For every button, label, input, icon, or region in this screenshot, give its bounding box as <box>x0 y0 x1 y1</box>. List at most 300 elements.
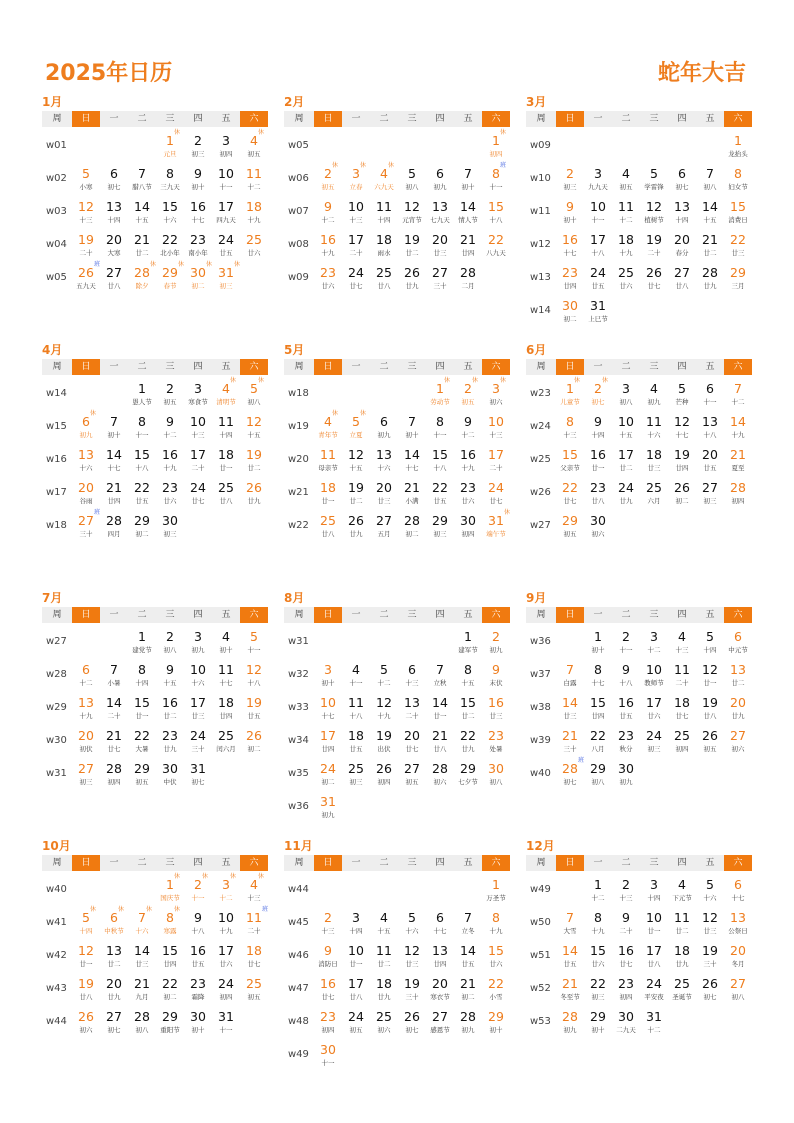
day-cell[interactable] <box>454 629 482 661</box>
day-cell[interactable] <box>212 414 240 446</box>
day-cell[interactable] <box>72 943 100 975</box>
day-cell[interactable] <box>556 377 584 413</box>
day-cell[interactable] <box>128 232 156 264</box>
day-cell[interactable] <box>314 513 342 545</box>
day-cell[interactable] <box>100 232 128 264</box>
day-cell[interactable] <box>184 873 212 909</box>
day-cell[interactable] <box>342 410 370 446</box>
day-cell[interactable] <box>342 695 370 727</box>
day-cell[interactable] <box>426 199 454 231</box>
day-cell[interactable] <box>212 728 240 760</box>
day-cell[interactable] <box>426 662 454 694</box>
day-cell[interactable] <box>398 695 426 727</box>
day-cell[interactable] <box>640 414 668 446</box>
day-cell[interactable] <box>612 910 640 942</box>
day-cell[interactable] <box>100 414 128 446</box>
day-cell[interactable] <box>314 480 342 512</box>
day-cell[interactable] <box>184 447 212 479</box>
day-cell[interactable] <box>100 695 128 727</box>
day-cell[interactable] <box>156 166 184 198</box>
day-cell[interactable] <box>212 943 240 975</box>
day-cell[interactable] <box>342 976 370 1008</box>
day-cell[interactable] <box>184 480 212 512</box>
day-cell[interactable] <box>668 976 696 1008</box>
day-cell[interactable] <box>184 381 212 413</box>
day-cell[interactable] <box>454 728 482 760</box>
day-cell[interactable] <box>156 232 184 264</box>
day-cell[interactable] <box>240 377 268 413</box>
day-cell[interactable] <box>640 199 668 231</box>
day-cell[interactable] <box>640 662 668 694</box>
day-cell[interactable] <box>212 662 240 694</box>
day-cell[interactable] <box>342 728 370 760</box>
day-cell[interactable] <box>724 480 752 512</box>
day-cell[interactable] <box>612 414 640 446</box>
day-cell[interactable] <box>184 261 212 297</box>
day-cell[interactable] <box>128 695 156 727</box>
day-cell[interactable] <box>584 910 612 942</box>
day-cell[interactable] <box>696 199 724 231</box>
day-cell[interactable] <box>482 629 510 661</box>
day-cell[interactable] <box>128 381 156 413</box>
day-cell[interactable] <box>184 976 212 1008</box>
day-cell[interactable] <box>72 232 100 264</box>
day-cell[interactable] <box>370 662 398 694</box>
day-cell[interactable] <box>724 381 752 413</box>
day-cell[interactable] <box>240 199 268 231</box>
day-cell[interactable] <box>240 943 268 975</box>
day-cell[interactable] <box>724 447 752 479</box>
day-cell[interactable] <box>240 480 268 512</box>
day-cell[interactable] <box>398 943 426 975</box>
day-cell[interactable] <box>696 166 724 198</box>
day-cell[interactable] <box>398 199 426 231</box>
day-cell[interactable] <box>426 695 454 727</box>
day-cell[interactable] <box>398 414 426 446</box>
day-cell[interactable] <box>612 447 640 479</box>
day-cell[interactable] <box>240 414 268 446</box>
day-cell[interactable] <box>584 877 612 909</box>
day-cell[interactable] <box>240 232 268 264</box>
day-cell[interactable] <box>668 447 696 479</box>
day-cell[interactable] <box>482 199 510 231</box>
day-cell[interactable] <box>696 943 724 975</box>
day-cell[interactable] <box>556 728 584 760</box>
day-cell[interactable] <box>212 910 240 942</box>
day-cell[interactable] <box>128 480 156 512</box>
day-cell[interactable] <box>100 906 128 942</box>
day-cell[interactable] <box>668 166 696 198</box>
day-cell[interactable] <box>454 695 482 727</box>
day-cell[interactable] <box>454 377 482 413</box>
day-cell[interactable] <box>640 265 668 297</box>
day-cell[interactable] <box>482 162 510 198</box>
day-cell[interactable] <box>398 232 426 264</box>
day-cell[interactable] <box>72 976 100 1008</box>
day-cell[interactable] <box>584 480 612 512</box>
day-cell[interactable] <box>184 232 212 264</box>
day-cell[interactable] <box>212 133 240 165</box>
day-cell[interactable] <box>724 728 752 760</box>
day-cell[interactable] <box>240 447 268 479</box>
day-cell[interactable] <box>398 728 426 760</box>
day-cell[interactable] <box>128 199 156 231</box>
day-cell[interactable] <box>240 728 268 760</box>
day-cell[interactable] <box>72 166 100 198</box>
day-cell[interactable] <box>398 265 426 297</box>
day-cell[interactable] <box>454 414 482 446</box>
day-cell[interactable] <box>426 265 454 297</box>
day-cell[interactable] <box>184 133 212 165</box>
day-cell[interactable] <box>212 166 240 198</box>
day-cell[interactable] <box>426 761 454 793</box>
day-cell[interactable] <box>724 265 752 297</box>
day-cell[interactable] <box>724 877 752 909</box>
day-cell[interactable] <box>482 976 510 1008</box>
day-cell[interactable] <box>370 943 398 975</box>
day-cell[interactable] <box>128 1009 156 1041</box>
day-cell[interactable] <box>584 1009 612 1041</box>
day-cell[interactable] <box>556 695 584 727</box>
day-cell[interactable] <box>156 761 184 793</box>
day-cell[interactable] <box>240 873 268 909</box>
day-cell[interactable] <box>668 943 696 975</box>
day-cell[interactable] <box>370 728 398 760</box>
day-cell[interactable] <box>454 166 482 198</box>
day-cell[interactable] <box>72 1009 100 1041</box>
day-cell[interactable] <box>314 199 342 231</box>
day-cell[interactable] <box>482 509 510 545</box>
day-cell[interactable] <box>724 133 752 165</box>
day-cell[interactable] <box>156 381 184 413</box>
day-cell[interactable] <box>640 480 668 512</box>
day-cell[interactable] <box>454 910 482 942</box>
day-cell[interactable] <box>482 695 510 727</box>
day-cell[interactable] <box>342 199 370 231</box>
day-cell[interactable] <box>724 943 752 975</box>
day-cell[interactable] <box>398 761 426 793</box>
day-cell[interactable] <box>100 480 128 512</box>
day-cell[interactable] <box>342 265 370 297</box>
day-cell[interactable] <box>72 480 100 512</box>
day-cell[interactable] <box>100 513 128 545</box>
day-cell[interactable] <box>454 943 482 975</box>
day-cell[interactable] <box>724 232 752 264</box>
day-cell[interactable] <box>612 877 640 909</box>
day-cell[interactable] <box>612 976 640 1008</box>
day-cell[interactable] <box>696 629 724 661</box>
day-cell[interactable] <box>612 1009 640 1041</box>
day-cell[interactable] <box>482 943 510 975</box>
day-cell[interactable] <box>100 943 128 975</box>
day-cell[interactable] <box>584 232 612 264</box>
day-cell[interactable] <box>454 513 482 545</box>
day-cell[interactable] <box>342 480 370 512</box>
day-cell[interactable] <box>398 513 426 545</box>
day-cell[interactable] <box>184 414 212 446</box>
day-cell[interactable] <box>314 232 342 264</box>
day-cell[interactable] <box>100 728 128 760</box>
day-cell[interactable] <box>668 910 696 942</box>
day-cell[interactable] <box>314 728 342 760</box>
day-cell[interactable] <box>454 480 482 512</box>
day-cell[interactable] <box>212 377 240 413</box>
day-cell[interactable] <box>212 1009 240 1041</box>
day-cell[interactable] <box>640 447 668 479</box>
day-cell[interactable] <box>640 976 668 1008</box>
day-cell[interactable] <box>156 695 184 727</box>
day-cell[interactable] <box>156 728 184 760</box>
day-cell[interactable] <box>72 447 100 479</box>
day-cell[interactable] <box>184 910 212 942</box>
day-cell[interactable] <box>184 943 212 975</box>
day-cell[interactable] <box>584 728 612 760</box>
day-cell[interactable] <box>482 377 510 413</box>
day-cell[interactable] <box>482 761 510 793</box>
day-cell[interactable] <box>724 166 752 198</box>
day-cell[interactable] <box>640 232 668 264</box>
day-cell[interactable] <box>342 943 370 975</box>
day-cell[interactable] <box>696 265 724 297</box>
day-cell[interactable] <box>482 232 510 264</box>
day-cell[interactable] <box>240 976 268 1008</box>
day-cell[interactable] <box>584 761 612 793</box>
day-cell[interactable] <box>72 662 100 694</box>
day-cell[interactable] <box>696 232 724 264</box>
day-cell[interactable] <box>426 414 454 446</box>
day-cell[interactable] <box>426 728 454 760</box>
day-cell[interactable] <box>668 877 696 909</box>
day-cell[interactable] <box>370 1009 398 1041</box>
day-cell[interactable] <box>240 906 268 942</box>
day-cell[interactable] <box>668 728 696 760</box>
day-cell[interactable] <box>584 447 612 479</box>
day-cell[interactable] <box>724 414 752 446</box>
day-cell[interactable] <box>100 265 128 297</box>
day-cell[interactable] <box>696 480 724 512</box>
day-cell[interactable] <box>128 447 156 479</box>
day-cell[interactable] <box>556 232 584 264</box>
day-cell[interactable] <box>128 976 156 1008</box>
day-cell[interactable] <box>724 976 752 1008</box>
day-cell[interactable] <box>556 910 584 942</box>
day-cell[interactable] <box>668 414 696 446</box>
day-cell[interactable] <box>584 513 612 545</box>
day-cell[interactable] <box>612 695 640 727</box>
day-cell[interactable] <box>314 761 342 793</box>
day-cell[interactable] <box>156 873 184 909</box>
day-cell[interactable] <box>482 877 510 909</box>
day-cell[interactable] <box>212 629 240 661</box>
day-cell[interactable] <box>72 261 100 297</box>
day-cell[interactable] <box>668 629 696 661</box>
day-cell[interactable] <box>342 761 370 793</box>
day-cell[interactable] <box>640 877 668 909</box>
day-cell[interactable] <box>668 199 696 231</box>
day-cell[interactable] <box>314 447 342 479</box>
day-cell[interactable] <box>314 910 342 942</box>
day-cell[interactable] <box>72 728 100 760</box>
day-cell[interactable] <box>612 232 640 264</box>
day-cell[interactable] <box>100 1009 128 1041</box>
day-cell[interactable] <box>212 447 240 479</box>
day-cell[interactable] <box>398 447 426 479</box>
day-cell[interactable] <box>370 513 398 545</box>
day-cell[interactable] <box>454 265 482 297</box>
day-cell[interactable] <box>128 761 156 793</box>
day-cell[interactable] <box>370 265 398 297</box>
day-cell[interactable] <box>556 513 584 545</box>
day-cell[interactable] <box>454 761 482 793</box>
day-cell[interactable] <box>426 232 454 264</box>
day-cell[interactable] <box>156 662 184 694</box>
day-cell[interactable] <box>668 695 696 727</box>
day-cell[interactable] <box>128 906 156 942</box>
day-cell[interactable] <box>696 728 724 760</box>
day-cell[interactable] <box>640 1009 668 1041</box>
day-cell[interactable] <box>668 480 696 512</box>
day-cell[interactable] <box>342 447 370 479</box>
day-cell[interactable] <box>370 162 398 198</box>
day-cell[interactable] <box>584 695 612 727</box>
day-cell[interactable] <box>696 910 724 942</box>
day-cell[interactable] <box>342 662 370 694</box>
day-cell[interactable] <box>156 414 184 446</box>
day-cell[interactable] <box>612 943 640 975</box>
day-cell[interactable] <box>426 910 454 942</box>
day-cell[interactable] <box>454 199 482 231</box>
day-cell[interactable] <box>314 1042 342 1074</box>
day-cell[interactable] <box>314 943 342 975</box>
day-cell[interactable] <box>72 906 100 942</box>
day-cell[interactable] <box>612 662 640 694</box>
day-cell[interactable] <box>556 199 584 231</box>
day-cell[interactable] <box>156 199 184 231</box>
day-cell[interactable] <box>584 976 612 1008</box>
day-cell[interactable] <box>612 265 640 297</box>
day-cell[interactable] <box>668 232 696 264</box>
day-cell[interactable] <box>156 976 184 1008</box>
day-cell[interactable] <box>156 129 184 165</box>
day-cell[interactable] <box>696 414 724 446</box>
day-cell[interactable] <box>156 1009 184 1041</box>
day-cell[interactable] <box>482 1009 510 1041</box>
day-cell[interactable] <box>640 629 668 661</box>
day-cell[interactable] <box>128 261 156 297</box>
day-cell[interactable] <box>668 265 696 297</box>
day-cell[interactable] <box>584 199 612 231</box>
day-cell[interactable] <box>342 162 370 198</box>
day-cell[interactable] <box>398 1009 426 1041</box>
day-cell[interactable] <box>314 1009 342 1041</box>
day-cell[interactable] <box>612 166 640 198</box>
day-cell[interactable] <box>482 414 510 446</box>
day-cell[interactable] <box>482 447 510 479</box>
day-cell[interactable] <box>640 695 668 727</box>
day-cell[interactable] <box>612 480 640 512</box>
day-cell[interactable] <box>156 261 184 297</box>
day-cell[interactable] <box>184 728 212 760</box>
day-cell[interactable] <box>640 910 668 942</box>
day-cell[interactable] <box>370 480 398 512</box>
day-cell[interactable] <box>584 166 612 198</box>
day-cell[interactable] <box>724 629 752 661</box>
day-cell[interactable] <box>426 943 454 975</box>
day-cell[interactable] <box>454 447 482 479</box>
day-cell[interactable] <box>556 265 584 297</box>
day-cell[interactable] <box>240 629 268 661</box>
day-cell[interactable] <box>184 761 212 793</box>
day-cell[interactable] <box>426 480 454 512</box>
day-cell[interactable] <box>72 199 100 231</box>
day-cell[interactable] <box>240 695 268 727</box>
day-cell[interactable] <box>398 480 426 512</box>
day-cell[interactable] <box>342 513 370 545</box>
day-cell[interactable] <box>426 513 454 545</box>
day-cell[interactable] <box>100 761 128 793</box>
day-cell[interactable] <box>556 976 584 1008</box>
day-cell[interactable] <box>640 166 668 198</box>
day-cell[interactable] <box>398 662 426 694</box>
day-cell[interactable] <box>342 1009 370 1041</box>
day-cell[interactable] <box>556 1009 584 1041</box>
day-cell[interactable] <box>640 728 668 760</box>
day-cell[interactable] <box>370 976 398 1008</box>
day-cell[interactable] <box>184 166 212 198</box>
day-cell[interactable] <box>370 232 398 264</box>
day-cell[interactable] <box>556 757 584 793</box>
day-cell[interactable] <box>128 629 156 661</box>
day-cell[interactable] <box>454 662 482 694</box>
day-cell[interactable] <box>724 199 752 231</box>
day-cell[interactable] <box>556 414 584 446</box>
day-cell[interactable] <box>398 976 426 1008</box>
day-cell[interactable] <box>184 695 212 727</box>
day-cell[interactable] <box>100 976 128 1008</box>
day-cell[interactable] <box>696 447 724 479</box>
day-cell[interactable] <box>72 410 100 446</box>
day-cell[interactable] <box>612 199 640 231</box>
day-cell[interactable] <box>156 943 184 975</box>
day-cell[interactable] <box>212 695 240 727</box>
day-cell[interactable] <box>72 761 100 793</box>
day-cell[interactable] <box>696 662 724 694</box>
day-cell[interactable] <box>696 976 724 1008</box>
day-cell[interactable] <box>482 662 510 694</box>
day-cell[interactable] <box>482 728 510 760</box>
day-cell[interactable] <box>398 910 426 942</box>
day-cell[interactable] <box>668 381 696 413</box>
day-cell[interactable] <box>72 695 100 727</box>
day-cell[interactable] <box>584 943 612 975</box>
day-cell[interactable] <box>212 873 240 909</box>
day-cell[interactable] <box>314 410 342 446</box>
day-cell[interactable] <box>240 662 268 694</box>
day-cell[interactable] <box>370 414 398 446</box>
day-cell[interactable] <box>426 377 454 413</box>
day-cell[interactable] <box>100 199 128 231</box>
day-cell[interactable] <box>100 166 128 198</box>
day-cell[interactable] <box>314 976 342 1008</box>
day-cell[interactable] <box>212 199 240 231</box>
day-cell[interactable] <box>584 265 612 297</box>
day-cell[interactable] <box>454 1009 482 1041</box>
day-cell[interactable] <box>370 447 398 479</box>
day-cell[interactable] <box>640 943 668 975</box>
day-cell[interactable] <box>370 910 398 942</box>
day-cell[interactable] <box>156 629 184 661</box>
day-cell[interactable] <box>668 662 696 694</box>
